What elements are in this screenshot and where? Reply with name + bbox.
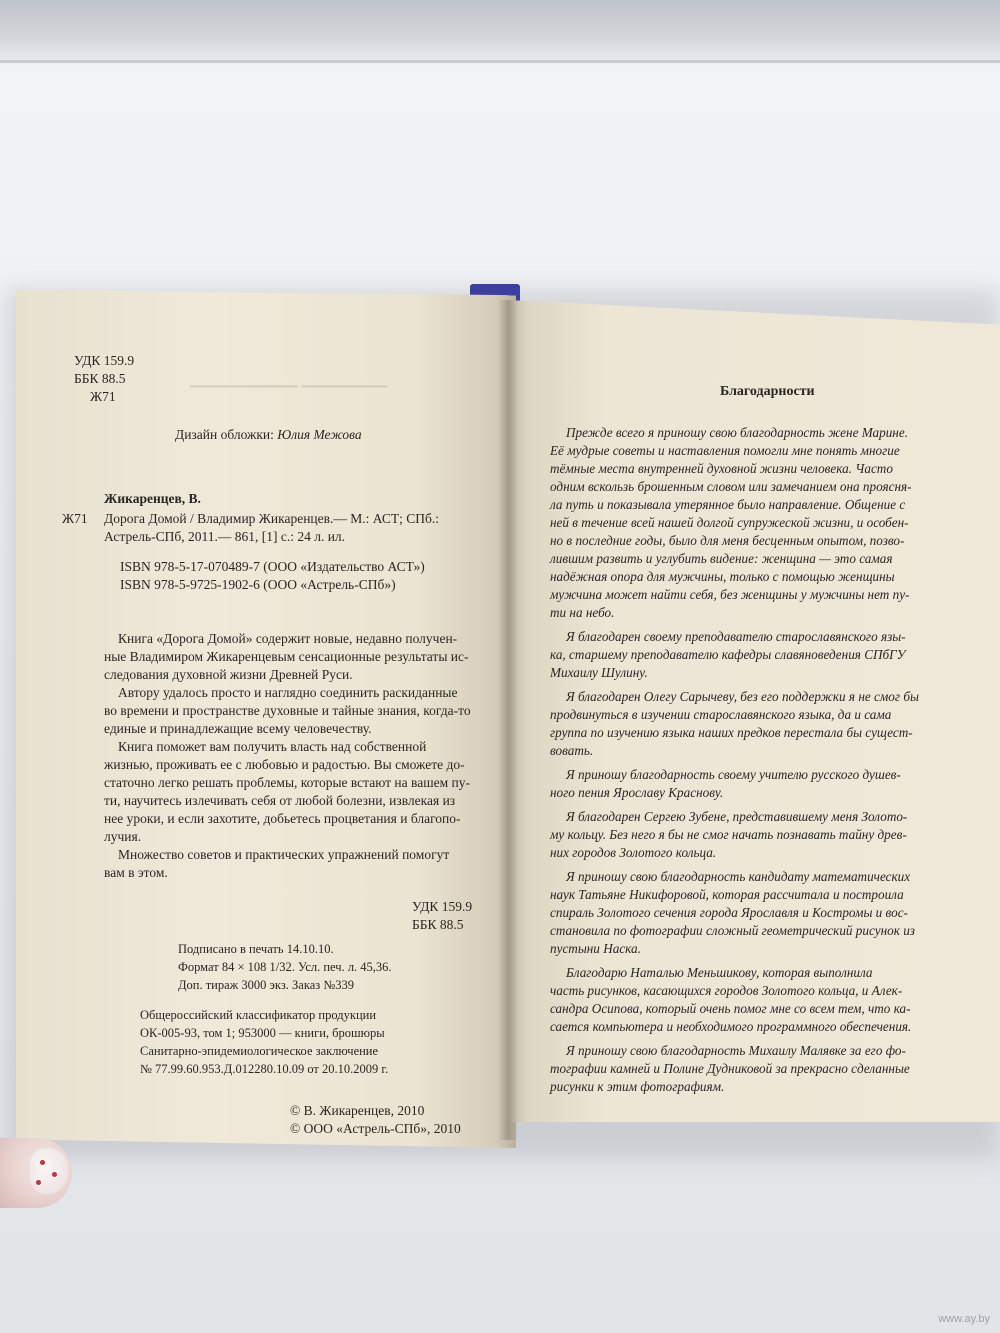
fingernail: [30, 1148, 68, 1194]
annotation-line: лучия.: [104, 829, 142, 844]
annotation-line: нее уроки, и если захотите, добьетесь процветания и благопо-: [104, 811, 461, 826]
annotation-line: во времени и пространстве духовные и тайные знания, когда-то: [104, 703, 471, 718]
bibliographic-line-2: Астрель-СПб, 2011.— 861, [1] с.: 24 л. ил.: [104, 529, 346, 544]
annotation-line: Автору удалось просто и наглядно соединить раскиданные: [118, 685, 458, 700]
annotation-line: Множество советов и практических упражнений помогут: [118, 847, 450, 862]
ack-line: продвинуться в изучении старославянского языка, да и сама: [550, 707, 892, 722]
udk-code-2: УДК 159.9: [412, 899, 473, 914]
ack-line: наук Татьяне Никифоровой, которая рассчитала и построила: [550, 887, 904, 902]
sanitary-line-2: № 77.99.60.953.Д.012280.10.09 от 20.10.2009 г.: [140, 1062, 389, 1076]
ack-line: вовать.: [550, 743, 594, 758]
bibliographic-line-1: Дорога Домой / Владимир Жикаренцев.— М.: АСТ; СПб.:: [104, 511, 439, 526]
bbk-code-2: ББК 88.5: [412, 917, 464, 932]
ack-line: рисунки к этим фотографиям.: [550, 1079, 725, 1094]
ack-line: пустыни Наска.: [550, 941, 641, 956]
annotation-line: Книга «Дорога Домой» содержит новые, недавно получен-: [118, 631, 458, 646]
ack-line: Я благодарен Сергею Зубене, представившему меня Золото-: [566, 809, 908, 824]
ack-line: сается компьютера и необходимого программного обеспечения.: [550, 1019, 912, 1034]
signed-to-print: Подписано в печать 14.10.10.: [178, 942, 334, 956]
isbn-astrel: ISBN 978-5-9725-1902-6 (ООО «Астрель-СПб»): [120, 577, 396, 592]
cover-design-name: Юлия Межова: [277, 427, 362, 442]
author-mark-2: Ж71: [62, 511, 88, 526]
ack-line: ка, старшему преподавателю кафедры славяноведения СПбГУ: [550, 647, 906, 662]
ack-line: Я приношу свою благодарность Михаилу Малявке за его фо-: [566, 1043, 906, 1058]
ack-line: Её мудрые советы и наставления помогли мне понять многие: [550, 443, 900, 458]
author-mark: Ж71: [90, 389, 116, 404]
ack-line: тографии камней и Полине Дудниковой за прекрасно сделанные: [550, 1061, 910, 1076]
bbk-code: ББК 88.5: [74, 371, 126, 386]
annotation-line: ные Владимиром Жикаренцевым сенсационные результаты ис-: [104, 649, 469, 664]
watermark: www.ay.by: [938, 1313, 990, 1325]
annotation-line: следования духовной жизни Древней Руси.: [104, 667, 353, 682]
author-heading: Жикаренцев, В.: [104, 491, 201, 506]
nail-decoration: [40, 1160, 45, 1165]
ack-line: них городов Золотого кольца.: [550, 845, 717, 860]
nail-decoration: [52, 1172, 57, 1177]
annotation-line: вам в этом.: [104, 865, 168, 880]
cover-design-credit: [175, 426, 362, 444]
ack-line: Прежде всего я приношу свою благодарность жене Марине.: [566, 425, 909, 440]
print-format: Формат 84 × 108 1/32. Усл. печ. л. 45,36.: [178, 960, 392, 974]
ack-line: надёжная опора для мужчины, только с помощью женщины: [550, 569, 895, 584]
ack-line: ла путь и показывала утерянное было направление. Общение с: [550, 497, 906, 512]
ack-line: часть рисунков, касающихся городов Золотого кольца, и Алек-: [550, 983, 903, 998]
ack-line: Благодарю Наталью Меньшикову, которая выполнила: [566, 965, 873, 980]
ack-line: мужчина может найти себя, без женщины у мужчины нет пу-: [550, 587, 910, 602]
ack-line: Я приношу свою благодарность кандидату математических: [566, 869, 911, 884]
book-gutter: [498, 300, 518, 1140]
ack-line: становила по фотографии сложный геометрический рисунок из: [550, 923, 915, 938]
ack-line: тёмные места внутренней духовной жизни человека. Часто: [550, 461, 893, 476]
classifier-line-1: Общероссийский классификатор продукции: [140, 1008, 377, 1022]
ack-line: ней в течение всей нашей долгой супружеской жизни, и особен-: [550, 515, 909, 530]
copyright-author: © В. Жикаренцев, 2010: [290, 1103, 425, 1118]
copyright-publisher: © ООО «Астрель-СПб», 2010: [290, 1121, 461, 1136]
bleed-through-text: ▁▁▁▁▁▁▁▁ ▁▁▁▁▁▁▁▁▁▁: [190, 373, 388, 388]
annotation-line: ти, научитесь излечивать себя от любой болезни, извлекая из: [104, 793, 456, 808]
ack-line: Я приношу благодарность своему учителю русского душев-: [566, 767, 901, 782]
classifier-line-2: ОК-005-93, том 1; 953000 — книги, брошюры: [140, 1026, 385, 1040]
window-sill-line: [0, 60, 1000, 63]
isbn-ast: ISBN 978-5-17-070489-7 (ООО «Издательство АСТ»): [120, 559, 425, 574]
annotation-line: жизнью, проживать ее с любовью и радостью. Вы сможете до-: [104, 757, 465, 772]
ack-line: ти на небо.: [550, 605, 615, 620]
ack-line: лившим развить и углубить видение: женщина — это самая: [550, 551, 893, 566]
ack-line: группа по изучению языка наших предков перестала бы сущест-: [550, 725, 913, 740]
nail-decoration: [36, 1180, 41, 1185]
udk-code: УДК 159.9: [74, 353, 135, 368]
ack-line: му кольцу. Без него я бы не смог начать познавать тайну древ-: [550, 827, 907, 842]
ack-line: Я благодарен Олегу Сарычеву, без его поддержки я не смог бы: [566, 689, 919, 704]
annotation-line: единые и принадлежащие всему человечеству.: [104, 721, 372, 736]
ack-line: Я благодарен своему преподавателю старославянского язы-: [566, 629, 906, 644]
cover-design-label: Дизайн обложки:: [175, 427, 274, 442]
ack-line: спираль Золотого сечения города Ярославля и Костромы и вос-: [550, 905, 908, 920]
ack-line: одним вскользь брошенным словом или замечанием она проясня-: [550, 479, 912, 494]
ack-line: сандра Осипова, который очень помог мне со всем тем, что ка-: [550, 1001, 911, 1016]
ack-line: Михаилу Шулину.: [550, 665, 648, 680]
annotation-line: статочно легко решать проблемы, которые встают на вашем пу-: [104, 775, 470, 790]
acknowledgements-title: Благодарности: [720, 384, 815, 399]
print-run: Доп. тираж 3000 экз. Заказ №339: [178, 978, 354, 992]
window-sill-edge: [0, 0, 1000, 62]
ack-line: но в последние годы, было для меня бесценным опытом, позво-: [550, 533, 905, 548]
sanitary-line-1: Санитарно-эпидемиологическое заключение: [140, 1044, 379, 1058]
annotation-line: Книга поможет вам получить власть над собственной: [118, 739, 427, 754]
ack-line: ного пения Ярославу Краснову.: [550, 785, 724, 800]
